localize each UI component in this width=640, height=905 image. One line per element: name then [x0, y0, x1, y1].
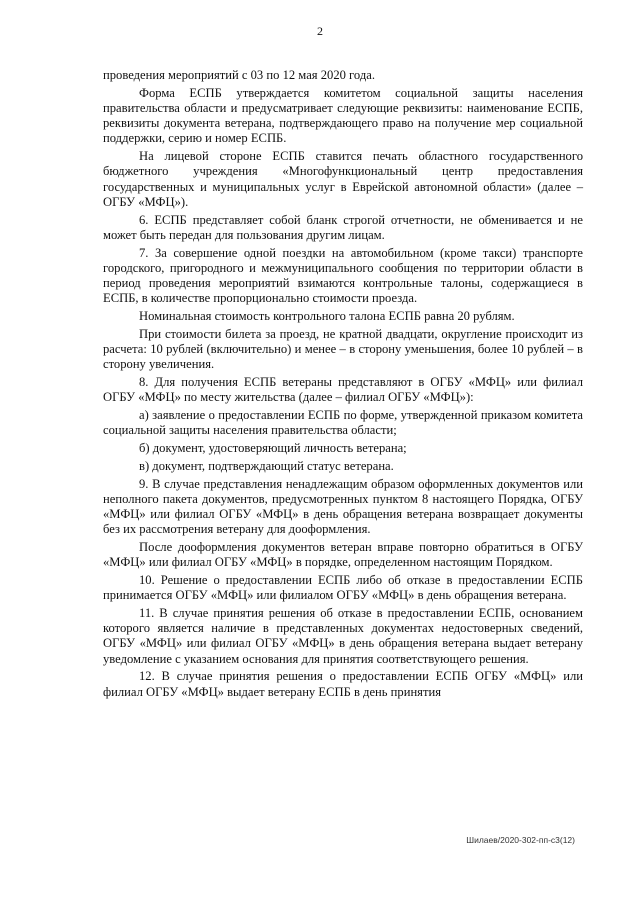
paragraph-item-12: 12. В случае принятия решения о предоставлении ЕСПБ ОГБУ «МФЦ» или филиал ОГБУ «МФЦ» выдает ветерану ЕСПБ в день принятия: [103, 669, 583, 699]
paragraph-item-10: 10. Решение о предоставлении ЕСПБ либо об отказе в предоставлении ЕСПБ принимается ОГБУ «МФЦ» или филиалом ОГБУ «МФЦ» в день обращения ветерана.: [103, 573, 583, 603]
list-item-b: б) документ, удостоверяющий личность ветерана;: [139, 441, 407, 456]
paragraph-item-9: 9. В случае представления ненадлежащим образом оформленных документов или неполного пакета документов, предусмотренных пунктом 8 настоящего Порядка, ОГБУ «МФЦ» или филиал ОГБУ «МФЦ» в день обращения ветерана возвращает документы без их рассмотрения ветерану для дооформления.: [103, 476, 583, 537]
paragraph-form-requisites: Форма ЕСПБ утверждается комитетом социальной защиты населения правительства области и предусматривает следующие реквизиты: наименование ЕСПБ, реквизиты документа ветерана, подтверждающего право на получение мер социальной поддержки, серию и номер ЕСПБ.: [103, 85, 583, 146]
list-item-a: а) заявление о предоставлении ЕСПБ по форме, утвержденной приказом комитета социальной защиты населения правительства области;: [103, 408, 583, 438]
paragraph-item-6: 6. ЕСПБ представляет собой бланк строгой отчетности, не обменивается и не может быть передан для пользования другим лицам.: [103, 212, 583, 242]
paragraph-continuation: проведения мероприятий с 03 по 12 мая 2020 года.: [103, 68, 375, 82]
document-body: [103, 68, 583, 702]
paragraph-item-8: 8. Для получения ЕСПБ ветераны представляют в ОГБУ «МФЦ» или филиал ОГБУ «МФЦ» по месту жительства (далее – филиал ОГБУ «МФЦ»):: [103, 375, 583, 405]
paragraph-item-7: 7. За совершение одной поездки на автомобильном (кроме такси) транспорте городского, пригородного и межмуниципального сообщения по территории области в период проведения мероприятий взимаются контрольные талоны, содержащиеся в ЕСПБ, в количестве пропорционально стоимости проезда.: [103, 245, 583, 306]
paragraph-seal: На лицевой стороне ЕСПБ ставится печать областного государственного бюджетного учреждения «Многофункциональный центр предоставления государственных и муниципальных услуг в Еврейской автономной области» (далее – ОГБУ «МФЦ»).: [103, 149, 583, 209]
paragraph-nominal-cost: Номинальная стоимость контрольного талона ЕСПБ равна 20 рублям.: [139, 309, 515, 324]
paragraph-rounding: При стоимости билета за проезд, не кратной двадцати, округление происходит из расчета: 10 рублей (включительно) и менее – в сторону уменьшения, более 10 рублей – в сторону увеличения.: [103, 326, 583, 372]
list-item-c: в) документ, подтверждающий статус ветерана.: [139, 458, 394, 473]
paragraph-resubmission: После дооформления документов ветеран вправе повторно обратиться в ОГБУ «МФЦ» или филиал ОГБУ «МФЦ» в порядке, определенном настоящим Порядком.: [103, 540, 583, 570]
page-number: 2: [317, 24, 323, 38]
paragraph-item-11: 11. В случае принятия решения об отказе в предоставлении ЕСПБ, основанием которого является наличие в представленных документах недостоверных сведений, ОГБУ «МФЦ» или филиал ОГБУ «МФЦ» в день обращения ветерана выдает ветерану уведомление с указанием основания для принятия соответствующего решения.: [103, 606, 583, 666]
document-code: Шилаев/2020-302-пп-с3(12): [466, 835, 575, 845]
